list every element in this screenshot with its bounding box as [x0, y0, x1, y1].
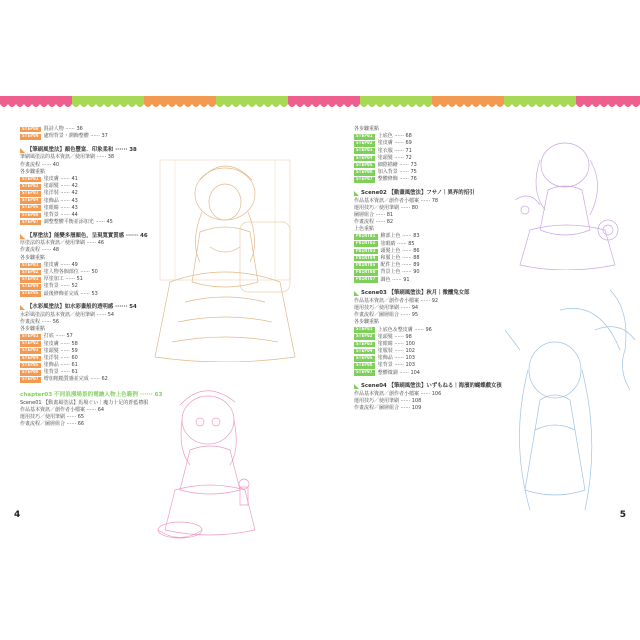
entry-text: 作畫流程／圖層組合 ······ 95 [354, 312, 419, 319]
page-number-right: 5 [619, 510, 626, 520]
entry-text: 背景上色 ······ 90 [380, 269, 420, 276]
entry-text: 作品基本資訊／創作者小檔案 ······ 78 [354, 197, 439, 204]
entry-text: 塗洋裝 ······ 42 [43, 190, 78, 197]
toc-step-entry [20, 176, 170, 183]
entry-text: 上底色＆整皮膚 ······ 96 [377, 326, 432, 333]
toc-step-entry [354, 176, 524, 183]
step-label-tag: STEP03 [356, 341, 373, 347]
step-label-tag: STEP04 [22, 198, 39, 204]
step-label-tag: POINT01 [356, 234, 376, 240]
entry-text: 塗衣服 ······ 71 [377, 147, 412, 154]
step-label-tag: STEP01 [356, 133, 373, 139]
step-label-tag: STEP04 [22, 355, 39, 361]
chapter-title: chapter03 不同浪漫場景的電繪人物上色範例 ······ 63 [20, 391, 163, 398]
toc-step-entry [354, 255, 524, 262]
section-marker-icon [20, 148, 25, 153]
toc-step-entry [354, 370, 524, 377]
entry-text: 混詩人物 ······ 36 [43, 126, 83, 132]
entry-text: 塗皮膚 ······ 58 [43, 340, 78, 347]
entry-text: 整體微調 ······ 104 [377, 369, 420, 376]
step-label-tag: STEP01 [22, 176, 39, 182]
right-page [320, 80, 640, 560]
toc-step-entry [20, 283, 170, 290]
flower-girl-lineart-illustration [510, 130, 630, 270]
step-label-tag: STEP01 [22, 334, 39, 340]
entry-text: 作畫流程 ······ 82 [354, 219, 394, 226]
step-label-tag: STEP02 [22, 341, 39, 347]
entry-text: 塗頭髮 ······ 59 [43, 347, 78, 354]
toc-step-entry [20, 133, 170, 140]
entry-text: 作品基本資訊／創作者小檔案 ······ 106 [354, 390, 442, 397]
entry-text: 塗頭髮 ······ 98 [377, 333, 412, 340]
entry-text: 調色 ······ 91 [380, 276, 410, 283]
scene-head-2: Scene02 【動畫風塗法】フサノ｜異界的招引 [354, 190, 524, 198]
entry-text: 打底 ······ 57 [43, 333, 73, 340]
toc-line-entry [20, 247, 170, 254]
entry-text: 塗洋裝 ······ 60 [43, 354, 78, 361]
toc-step-entry [20, 219, 170, 226]
entry-text: 上底色 ······ 68 [377, 133, 412, 140]
entry-text: 塗背景 ······ 52 [43, 283, 78, 290]
entry-text: 運用技巧／使用筆刷 ······ 94 [354, 304, 419, 311]
step-label-tag: STEP07 [22, 377, 39, 383]
entry-text: 上色重點 [354, 226, 375, 233]
entry-text: 各步驟重點 [20, 326, 46, 333]
toc-step-entry [354, 327, 524, 334]
step-label-tag: STEP03 [22, 276, 39, 282]
entry-text: 作畫流程／圖層組合 ······ 66 [20, 421, 85, 428]
entry-text: 塗頭髮 ······ 72 [377, 154, 412, 161]
toc-step-entry [20, 376, 170, 383]
toc-step-entry [20, 183, 170, 190]
toc-step-entry [20, 355, 170, 362]
step-label-tag: STEP09 [22, 133, 39, 139]
entry-text: 處理背景・潤飾整體 ······ 37 [43, 133, 108, 140]
step-label-tag: STEP03 [356, 148, 373, 154]
toc-line-entry [354, 312, 524, 319]
step-label-tag: STEP06 [356, 363, 373, 369]
entry-text: 和服上色 ······ 88 [380, 255, 420, 261]
step-label-tag: STEP08 [22, 126, 39, 132]
entry-text: 運用技巧／使用筆刷 ······ 108 [354, 398, 422, 404]
entry-text: 塗背景 ······ 103 [377, 362, 415, 369]
entry-text: 頭髮上色 ······ 86 [380, 247, 420, 254]
entry-text: 塗飾品 ······ 61 [43, 362, 78, 369]
entry-text: 塗人物各個部位 ······ 50 [43, 269, 98, 275]
step-label-tag: STEP05 [356, 162, 373, 168]
toc-step-entry [20, 341, 170, 348]
toc-step-entry [20, 198, 170, 205]
toc-step-entry [354, 233, 524, 240]
toc-line-entry [20, 154, 170, 161]
step-label-tag: POINT04 [356, 255, 376, 261]
toc-line-entry [20, 421, 170, 428]
step-label-tag: STEP04 [22, 284, 39, 290]
toc-step-entry [20, 205, 170, 212]
entry-text: 塗皮膚 ······ 69 [377, 140, 412, 147]
entry-text: 加入背景 ······ 75 [377, 169, 417, 176]
entry-text: 作畫流程 ······ 56 [20, 318, 60, 325]
step-label-tag: STEP05 [22, 205, 39, 211]
toc-step-entry [354, 334, 524, 341]
scene-head: Scene01 【動畫風塗法】馬場ぐい｜魔力十足的蒼藍禮服 [20, 399, 149, 406]
entry-text: 塗飾品 ······ 103 [377, 355, 415, 362]
toc-step-entry [354, 269, 524, 276]
entry-text: 臉部上色 ······ 83 [380, 233, 420, 240]
section-marker-icon [20, 234, 25, 239]
entry-text: 塗服裝 ······ 102 [377, 348, 415, 355]
book-spread [0, 80, 640, 560]
toc-step-entry [20, 190, 170, 197]
toc-step-entry [20, 291, 170, 298]
step-label-tag: STEP02 [22, 183, 39, 189]
step-label-tag: POINT05 [356, 262, 376, 268]
entry-text: 配件上色 ······ 89 [380, 262, 420, 269]
section-marker-icon [20, 305, 25, 310]
toc-line-entry [354, 219, 524, 226]
step-label-tag: STEP05 [22, 291, 39, 297]
entry-text: 塗頭髮 ······ 42 [43, 183, 78, 190]
toc-line-entry [354, 198, 524, 205]
toc-step-entry [20, 212, 170, 219]
toc-line-entry [354, 391, 524, 398]
toc-line-entry [354, 205, 524, 212]
step-label-tag: STEP05 [22, 362, 39, 368]
toc-step-entry [20, 276, 170, 283]
toc-step-entry [20, 333, 170, 340]
right-toc-column [354, 126, 524, 412]
step-label-tag: STEP02 [356, 141, 373, 147]
entry-text: 塗皮膚 ······ 41 [43, 175, 78, 182]
step-label-tag: POINT02 [356, 241, 376, 247]
step-label-tag: STEP07 [356, 370, 373, 376]
subheading: 各步驟重點 [354, 126, 380, 132]
section-marker-icon [354, 191, 359, 196]
toc-step-entry [354, 155, 524, 162]
toc-step-entry [354, 362, 524, 369]
toc-step-entry [354, 148, 524, 155]
step-label-tag: STEP07 [22, 219, 39, 225]
step-label-tag: STEP01 [356, 327, 373, 333]
left-page [0, 80, 320, 560]
entry-text: 各步驟重點 [20, 254, 46, 261]
entry-text: 塗眼睛 ······ 85 [380, 240, 415, 247]
entry-text: 整體修飾 ······ 76 [377, 176, 417, 183]
entry-text: 作品基本資訊／創作者小檔案 ······ 64 [20, 406, 105, 413]
step-label-tag: POINT06 [356, 270, 376, 276]
entry-text: 塗眼睛 ······ 43 [43, 204, 78, 211]
scene-head-3: Scene03 【筆刷風塗法】秋月｜微醺兔女郎 [354, 290, 524, 298]
entry-text: 塗眼睛 ······ 100 [377, 340, 415, 347]
entry-text: 塗背景 ······ 44 [43, 211, 78, 218]
toc-step-entry [354, 341, 524, 348]
toc-step-entry [20, 269, 170, 276]
toc-line-entry [20, 162, 170, 169]
step-label-tag: POINT03 [356, 248, 376, 254]
entry-text: 圖層組合 ······ 81 [354, 211, 394, 218]
entry-text: 各步驟重點 [354, 319, 380, 326]
toc-line-entry [20, 326, 170, 333]
toc-step-entry [354, 241, 524, 248]
toc-step-entry [20, 262, 170, 269]
entry-text: 作品基本資訊／創作者小檔案 ······ 92 [354, 297, 439, 304]
entry-text: 最後修飾並完成 ······ 53 [43, 290, 98, 297]
step-label-tag: STEP02 [22, 269, 39, 275]
step-label-tag: STEP01 [22, 262, 39, 268]
step-label-tag: STEP04 [356, 155, 373, 161]
step-label-tag: STEP03 [22, 348, 39, 354]
toc-step-entry [20, 348, 170, 355]
section-marker-icon [354, 291, 359, 296]
entry-text: 塗背景 ······ 61 [43, 369, 78, 376]
section-marker-icon [354, 384, 359, 389]
step-label-tag: STEP04 [356, 348, 373, 354]
entry-text: 運用技巧／使用筆刷 ······ 80 [354, 204, 419, 211]
step-label-tag: STEP02 [356, 334, 373, 340]
step-label-tag: STEP07 [356, 177, 373, 183]
entry-text: 筆刷風塗法的基本資訊／使用筆刷 ······ 38 [20, 154, 115, 161]
entry-text: 水彩風塗法的基本資訊／使用筆刷 ······ 54 [20, 311, 115, 318]
page-number-left: 4 [14, 510, 21, 520]
toc-line-entry [354, 226, 524, 233]
toc-line-entry [354, 405, 524, 412]
step-label-tag: STEP03 [22, 191, 39, 197]
entry-text: 作畫流程 ······ 40 [20, 161, 60, 168]
entry-text: 塗飾品 ······ 43 [43, 197, 78, 204]
entry-text: 塗皮膚 ······ 49 [43, 261, 78, 268]
toc-line-entry [354, 212, 524, 219]
entry-text: 增加粗糙質感並完成 ······ 62 [43, 376, 108, 383]
toc-line-entry [20, 169, 170, 176]
entry-text: 各步驟重點 [20, 168, 46, 175]
section-head-thick: 【厚塗法】能變多層顏色，呈現寬實質感 ······ 46 [20, 232, 170, 240]
step-label-tag: STEP06 [22, 212, 39, 218]
step-label-tag: STEP06 [22, 370, 39, 376]
left-toc-column [20, 126, 170, 428]
entry-text: 細陰描繪 ······ 73 [377, 161, 417, 168]
step-label-tag: POINT07 [356, 277, 376, 283]
entry-text: 厚塗加工 ······ 51 [43, 276, 83, 283]
section-head-brush: 【筆刷風塗法】顏色豐富．印象柔和 ······ 38 [20, 146, 170, 154]
entry-text: 作畫流程 ······ 48 [20, 247, 60, 254]
toc-line-entry [20, 312, 170, 319]
toc-step-entry [354, 277, 524, 284]
entry-text: 運用技巧／使用筆刷 ······ 65 [20, 414, 85, 420]
toc-step-entry [20, 362, 170, 369]
toc-step-entry [354, 140, 524, 147]
entry-text: 調整整體平衡並添加光 ······ 45 [43, 219, 113, 226]
entry-text: 厚塗法的基本資訊／使用筆刷 ······ 46 [20, 240, 105, 247]
toc-line-entry [354, 298, 524, 305]
toc-line-entry [354, 319, 524, 326]
toc-step-entry [354, 262, 524, 269]
toc-line-entry [20, 255, 170, 262]
toc-line-entry [20, 407, 170, 414]
toc-step-entry [354, 248, 524, 255]
step-label-tag: STEP05 [356, 356, 373, 362]
section-head-watercolor: 【水彩風塗法】如水彩畫般的透明感 ······ 54 [20, 304, 170, 312]
scene-head-4: Scene04 【筆刷風塗法】いずもねる｜海濱的蝴蝶戲女孩 [354, 383, 524, 391]
entry-text: 作畫流程／圖層組合 ······ 109 [354, 405, 422, 412]
step-label-tag: STEP06 [356, 169, 373, 175]
